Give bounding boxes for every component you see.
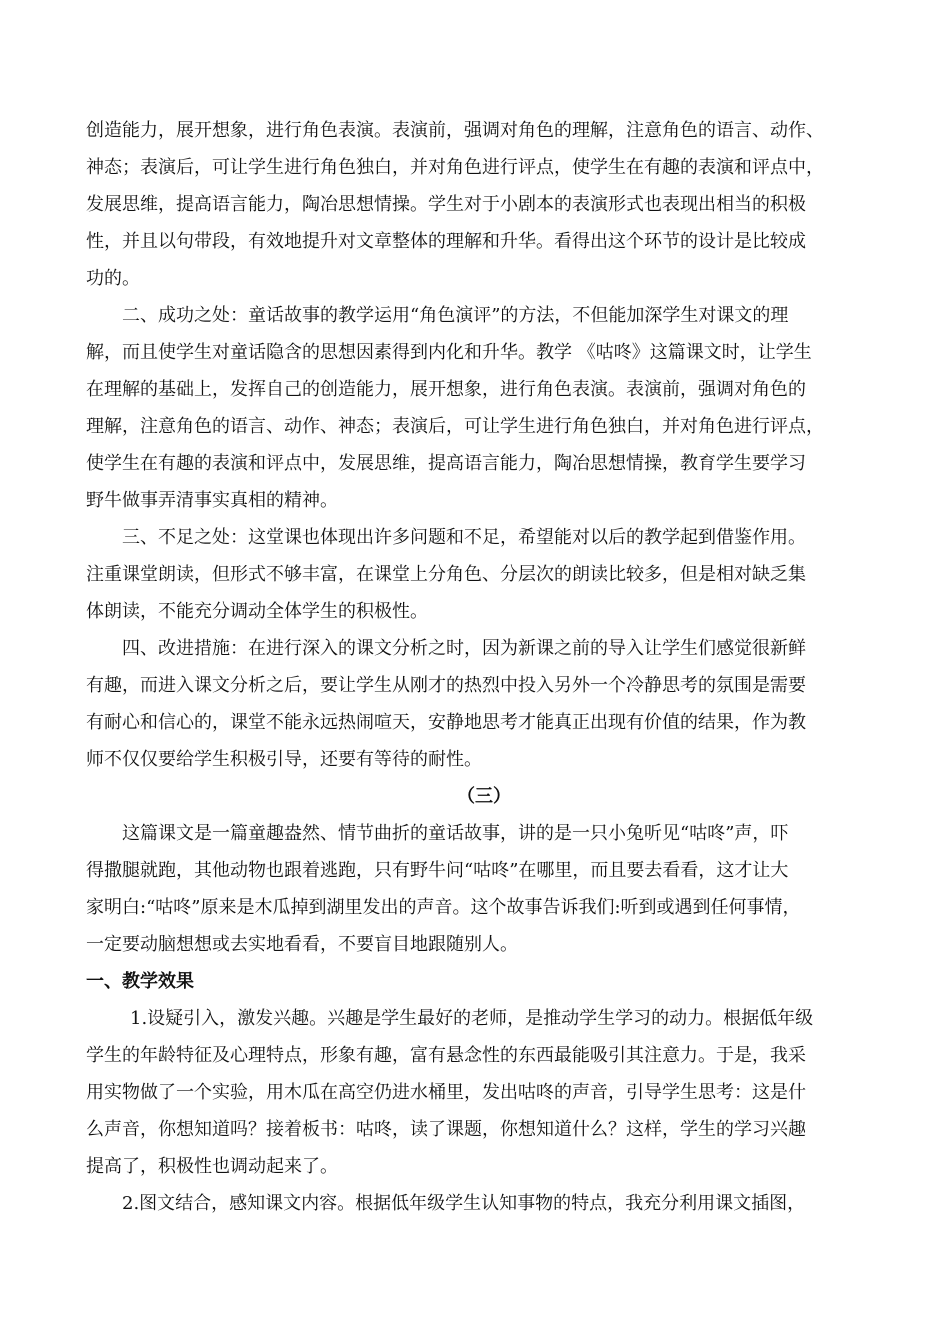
text-line: 学生的年龄特征及心理特点，形象有趣，富有悬念性的东西最能吸引其注意力。于是，我采 [86,1045,806,1066]
text-line: 有耐心和信心的，课堂不能永远热闹喧天，安静地思考才能真正出现有价值的结果，作为教 [86,712,806,733]
text-line: 理解，注意角色的语言、动作、神态；表演后，可让学生进行角色独白，并对角色进行评点， [86,416,824,437]
text-line: 注重课堂朗读，但形式不够丰富，在课堂上分角色、分层次的朗读比较多，但是相对缺乏集 [86,564,806,585]
text-line: 发展思维，提高语言能力，陶冶思想情操。学生对于小剧本的表演形式也表现出相当的积极 [86,194,806,215]
paragraph-shortcomings [86,519,882,630]
text-line: 师不仅仅要给学生积极引导，还要有等待的耐性。 [86,749,482,770]
text-line: 三、不足之处：这堂课也体现出许多问题和不足，希望能对以后的教学起到借鉴作用。 [122,527,806,548]
text-line: 二、成功之处：童话故事的教学运用“角色演评”的方法，不但能加深学生对课文的理 [122,305,789,326]
text-line: 体朗读，不能充分调动全体学生的积极性。 [86,601,428,622]
text-line: 野牛做事弄清事实真相的精神。 [86,490,338,511]
list-item [86,1000,882,1185]
text-line: 四、改进措施：在进行深入的课文分析之时，因为新课之前的导入让学生们感觉很新鲜 [122,638,806,659]
paragraph-intro [86,815,882,963]
text-line: 么声音，你想知道吗？接着板书：咕咚，读了课题，你想知道什么？这样，学生的学习兴趣 [86,1119,806,1140]
list-item [86,1185,882,1222]
text-line: 有趣，而进入课文分析之后，要让学生从刚才的热烈中投入另外一个冷静思考的氛围是需要 [86,675,806,696]
text-line: 使学生在有趣的表演和评点中，发展思维，提高语言能力，陶冶思想情操，教育学生要学习 [86,453,806,474]
document-page [86,112,882,1222]
paragraph-success [86,297,882,519]
text-line: 神态；表演后，可让学生进行角色独白，并对角色进行评点，使学生在有趣的表演和评点中， [86,157,824,178]
text-line: 在理解的基础上，发挥自己的创造能力，展开想象，进行角色表演。表演前，强调对角色的 [86,379,806,400]
text-line: 解，而且使学生对童话隐含的思想因素得到内化和升华。教学 《咕咚》这篇课文时，让学生 [86,342,812,363]
text-line: 这篇课文是一篇童趣盎然、情节曲折的童话故事，讲的是一只小兔听见“咕咚”声，吓 [122,823,789,844]
text-line: 家明白:“咕咚”原来是木瓜掉到湖里发出的声音。这个故事告诉我们:听到或遇到任何事情， [86,897,801,918]
text-line: 2.图文结合，感知课文内容。根据低年级学生认知事物的特点，我充分利用课文插图， [122,1193,806,1214]
paragraph-improvements [86,630,882,778]
heading-teaching-effects: 一、教学效果 [86,971,194,992]
text-line: 得撒腿就跑，其他动物也跟着逃跑，只有野牛问“咕咚”在哪里，而且要去看看，这才让大 [86,860,789,881]
text-line: 用实物做了一个实验，用木瓜在高空仍进水桶里，发出咕咚的声音，引导学生思考：这是什 [86,1082,806,1103]
text-line: 一定要动脑想想或去实地看看，不要盲目地跟随别人。 [86,934,518,955]
text-line: 功的。 [86,268,140,289]
paragraph-continuation [86,112,882,297]
section-title: （三） [457,786,511,807]
text-line: 1.设疑引入，激发兴趣。兴趣是学生最好的老师，是推动学生学习的动力。根据低年级 [130,1008,814,1029]
text-line: 创造能力，展开想象，进行角色表演。表演前，强调对角色的理解，注意角色的语言、动作、 [86,120,824,141]
text-line: 性，并且以句带段，有效地提升对文章整体的理解和升华。看得出这个环节的设计是比较成 [86,231,806,252]
text-line: 提高了，积极性也调动起来了。 [86,1156,338,1177]
